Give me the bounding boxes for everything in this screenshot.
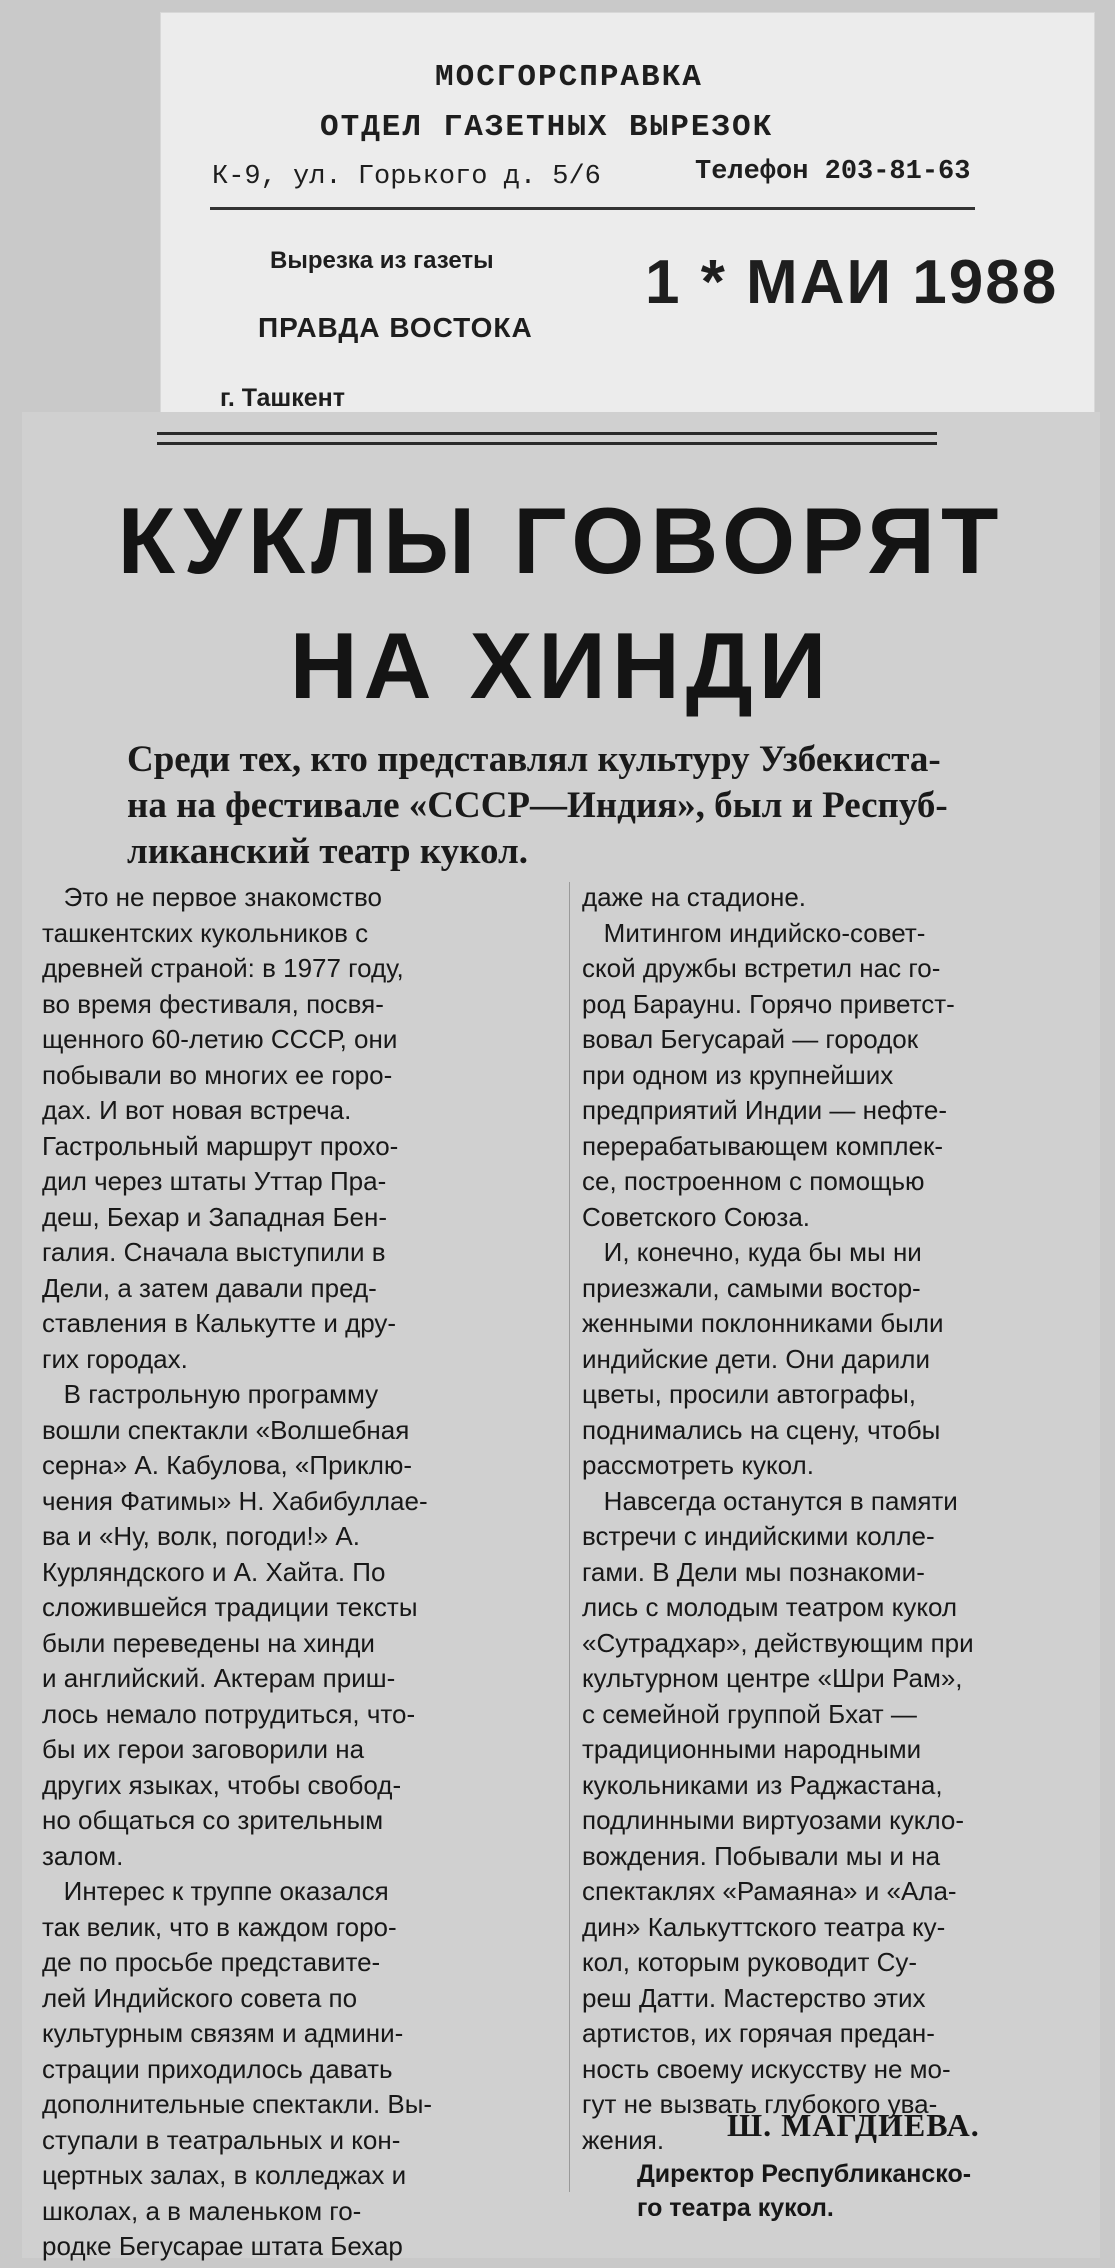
article-text-line: дополнительные спектакли. Вы-	[42, 2089, 433, 2119]
headline-line-2: НА ХИНДИ	[289, 613, 833, 718]
article-text-line: дил через штаты Уттар Пра-	[42, 1166, 387, 1196]
article-text-line: жения.	[582, 2124, 665, 2155]
article-text-line: чения Фатимы» Н. Хабибуллае-	[42, 1485, 428, 1516]
article-text-line: рассмотреть кукол.	[582, 1450, 814, 1480]
article-text-line: ставления в Калькутте и дру-	[42, 1308, 397, 1338]
article-text-line: Дели, а затем давали пред-	[42, 1272, 377, 1303]
article-text-line: побывали во многих ее горо-	[42, 1059, 393, 1090]
stamp-newspaper: ПРАВДА ВОСТОКА	[258, 312, 533, 343]
article-text-line: залом.	[42, 1840, 124, 1871]
article-text-line: де по просьбе представите-	[42, 1947, 381, 1977]
article-text-line: Курляндского и А. Хайта. По	[42, 1556, 386, 1587]
article-text-line: лось немало потрудиться, что-	[42, 1698, 416, 1729]
article-lead	[127, 737, 1057, 875]
article-text-line: галия. Сначала выступили в	[42, 1237, 386, 1267]
lead-line: ликанский театр кукол.	[127, 831, 529, 872]
stamp-organization: МОСГОРСПРАВКА	[435, 60, 703, 95]
article-column-left	[42, 880, 562, 2265]
article-text-line: ность своему искусству не мо-	[582, 2053, 951, 2084]
article-text-line: Навсегда останутся в памяти	[582, 1485, 958, 1516]
article-text-line: даже на стадионе.	[582, 882, 807, 912]
article-text-line: ва и «Ну, волк, погоди!» А.	[42, 1521, 360, 1551]
article-text-line: дин» Калькуттского театра ку-	[582, 1911, 946, 1942]
article-text-line: реш Датти. Мастерство этих	[582, 1982, 926, 2013]
article-text-line: кукольниками из Раджастана,	[582, 1769, 943, 1800]
article-text-line: так велик, что в каждом горо-	[42, 1911, 397, 1942]
headline-line-1: КУКЛЫ ГОВОРЯТ	[117, 488, 1005, 593]
lead-line: Среди тех, кто представлял культуру Узбекиста-	[127, 739, 941, 780]
article-text-line: вождения. Побывали мы и на	[582, 1840, 941, 1871]
article-text-line: перерабатывающем комплек-	[582, 1130, 944, 1161]
article-text-line: культурным связям и админи-	[42, 2018, 404, 2048]
article-text-line: спектаклях «Рамаяна» и «Ала-	[582, 1876, 957, 1906]
article-text-line: Советского Союза.	[582, 1201, 811, 1232]
article-text-line: И, конечно, куда бы мы ни	[582, 1237, 922, 1267]
article-text-line: Интерес к труппе оказался	[42, 1876, 389, 1906]
article-text-line: лей Индийского совета по	[42, 1982, 358, 2013]
article-text-line: гут не вызвать глубокого ува-	[582, 2089, 938, 2119]
article-text-line: В гастрольную программу	[42, 1379, 379, 1409]
article-text-line: гами. В Дели мы познакоми-	[582, 1556, 925, 1587]
article-text-line: щенного 60-летию СССР, они	[42, 1024, 398, 1054]
article-text-line: подлинными виртуозами кукло-	[582, 1805, 965, 1835]
position-line: го театра кукол.	[637, 2194, 834, 2222]
stamp-department: ОТДЕЛ ГАЗЕТНЫХ ВЫРЕЗОК	[320, 110, 774, 145]
newspaper-clipping	[22, 412, 1100, 2261]
article-text-line: дах. И вот новая встреча.	[42, 1095, 352, 1125]
article-text-line: и английский. Актерам приш-	[42, 1663, 396, 1693]
article-text-line: при одном из крупнейших	[582, 1059, 894, 1090]
article-text-line: встречи с индийскими колле-	[582, 1521, 935, 1551]
article-text-line: женными поклонниками были	[582, 1308, 944, 1338]
article-text-line: во время фестиваля, посвя-	[42, 988, 384, 1019]
stamp-rule	[210, 207, 975, 210]
article-text-line: Митингом индийско-совет-	[582, 917, 926, 948]
article-column-right	[582, 880, 1087, 2158]
article-text-line: страции приходилось давать	[42, 2053, 393, 2084]
article-text-line: приезжали, самыми востор-	[582, 1272, 921, 1303]
author-position	[637, 2157, 1107, 2225]
article-text-line: культурном центре «Шри Рам»,	[582, 1663, 963, 1693]
stamp-phone: Телефон 203-81-63	[695, 157, 971, 187]
article-text-line: школах, а в маленьком го-	[42, 2195, 362, 2226]
article-text-line: ташкентских кукольников с	[42, 917, 369, 948]
column-divider	[569, 882, 570, 2192]
article-text-line: Это не первое знакомство	[42, 882, 382, 912]
article-text-line: с семейной группой Бхат —	[582, 1698, 917, 1729]
article-text-line: «Сутрадхар», действующим при	[582, 1627, 974, 1658]
article-text-line: се, построенном с помощью	[582, 1166, 925, 1196]
article-text-line: цветы, просили автографы,	[582, 1379, 916, 1409]
article-text-line: артистов, их горячая предан-	[582, 2018, 935, 2048]
article-text-line: серна» А. Кабулова, «Приклю-	[42, 1450, 413, 1480]
article-text-line: кол, которым руководит Су-	[582, 1947, 918, 1977]
article-text-line: ской дружбы встретил нас го-	[582, 953, 941, 983]
article-text-line: гих городах.	[42, 1343, 188, 1374]
article-text-line: но общаться со зрительным	[42, 1805, 384, 1835]
clipping-service-stamp	[160, 12, 1095, 427]
article-text-line: традиционными народными	[582, 1734, 922, 1764]
article-text-line: родке Бегусарае штата Бехар	[42, 2231, 403, 2261]
article-text-line: род Бараунu. Горячо приветст-	[582, 988, 955, 1019]
stamp-city: г. Ташкент	[220, 384, 345, 412]
article-text-line: индийские дети. Они дарили	[582, 1343, 930, 1374]
lead-line: на на фестивале «СССР—Индия», был и Респуб-	[127, 785, 948, 826]
article-text-line: лись с молодым театром кукол	[582, 1592, 958, 1622]
header-rules	[157, 432, 937, 452]
article-text-line: цертных залах, в колледжах и	[42, 2160, 407, 2190]
author-signature: Ш. МАГДИЕВА.	[727, 2107, 980, 2143]
article-text-line: вошли спектакли «Волшебная	[42, 1414, 410, 1445]
article-text-line: других языках, чтобы свобод-	[42, 1769, 402, 1800]
article-text-line: древней страной: в 1977 году,	[42, 953, 404, 983]
article-text-line: деш, Бехар и Западная Бен-	[42, 1201, 388, 1232]
article-text-line: поднимались на сцену, чтобы	[582, 1414, 941, 1445]
article-text-line: Гастрольный маршрут прохо-	[42, 1130, 399, 1161]
article-text-line: вовал Бегусарай — городок	[582, 1024, 919, 1054]
stamp-address: К-9, ул. Горького д. 5/6	[212, 162, 601, 192]
stamp-clip-from: Вырезка из газеты	[270, 247, 494, 274]
article-text-line: сложившейся традиции тексты	[42, 1592, 418, 1622]
article-text-line: ступали в театральных и кон-	[42, 2124, 401, 2155]
position-line: Директор Республиканско-	[637, 2160, 972, 2188]
article-text-line: предприятий Индии — нефте-	[582, 1095, 948, 1125]
stamp-date: 1 * МАИ 1988	[645, 248, 1059, 317]
article-text-line: бы их герои заговорили на	[42, 1734, 365, 1764]
article-text-line: были переведены на хинди	[42, 1627, 375, 1658]
